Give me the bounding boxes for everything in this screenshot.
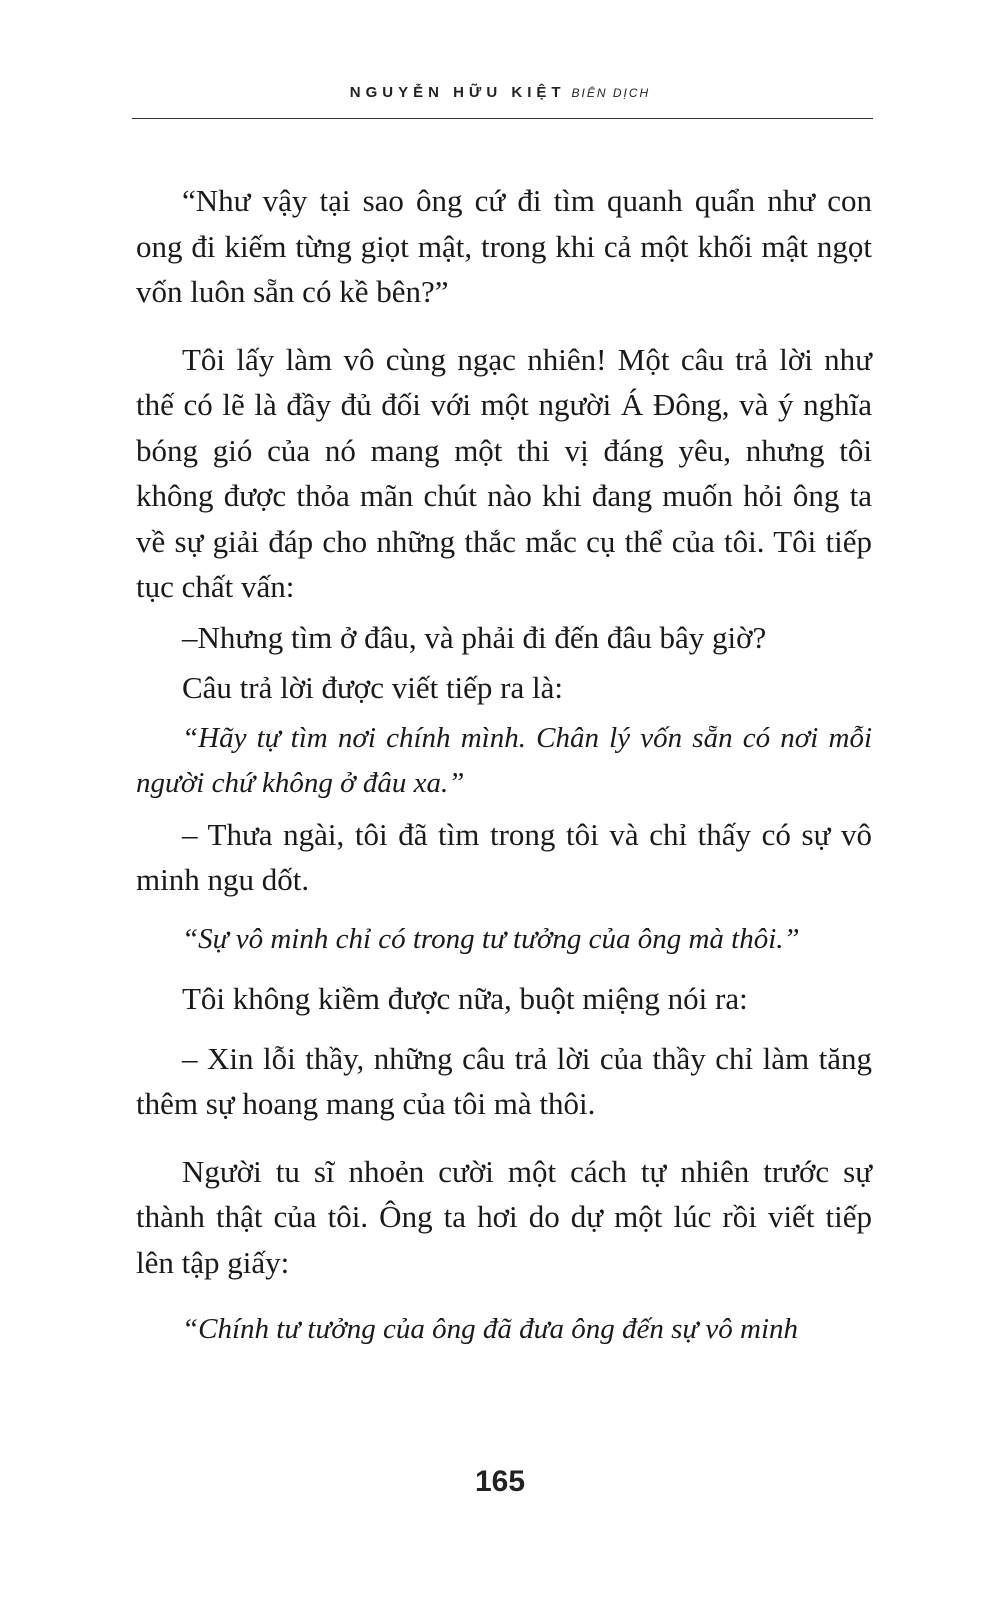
paragraph-3: –Nhưng tìm ở đâu, và phải đi đến đâu bây giờ? bbox=[182, 619, 767, 655]
header-rule bbox=[132, 118, 873, 119]
paragraph-6: – Thưa ngài, tôi đã tìm trong tôi và chỉ thấy có sự vô minh ngu dốt. bbox=[136, 816, 872, 897]
running-header bbox=[0, 84, 1000, 101]
paragraph-11-italic: “Chính tư tưởng của ông đã đưa ông đến sự vô minh bbox=[182, 1313, 799, 1345]
paragraph-7-italic: “Sự vô minh chỉ có trong tư tưởng của ông mà thôi.” bbox=[182, 922, 800, 955]
header-role: BIÊN DỊCH bbox=[571, 86, 651, 100]
paragraph-10: Người tu sĩ nhoẻn cười một cách tự nhiên trước sự thành thật của tôi. Ông ta hơi do dự một lúc rồi viết tiếp lên tập giấy: bbox=[136, 1153, 872, 1280]
paragraph-2: Tôi lấy làm vô cùng ngạc nhiên! Một câu trả lời như thế có lẽ là đầy đủ đối với một người Á Đông, và ý nghĩa bóng gió của nó mang một thi vị đáng yêu, nhưng tôi không được thỏa mãn chút nào khi đang muốn hỏi ông ta về sự giải đáp cho những thắc mắc cụ thể của tôi. Tôi tiếp tục chất vấn: bbox=[136, 341, 872, 604]
paragraph-4: Câu trả lời được viết tiếp ra là: bbox=[182, 670, 563, 705]
header-author: NGUYỄN HỮU KIỆT bbox=[349, 84, 566, 101]
paragraph-1: “Như vậy tại sao ông cứ đi tìm quanh quẩn như con ong đi kiếm từng giọt mật, trong khi cả một khối mật ngọt vốn luôn sẵn có kề bên?” bbox=[136, 183, 872, 309]
paragraph-9: – Xin lỗi thầy, những câu trả lời của thầy chỉ làm tăng thêm sự hoang mang của tôi mà thôi. bbox=[136, 1040, 872, 1121]
paragraph-5-italic: “Hãy tự tìm nơi chính mình. Chân lý vốn sẵn có nơi mỗi người chứ không ở đâu xa.” bbox=[136, 721, 872, 799]
paragraph-8: Tôi không kiềm được nữa, buột miệng nói ra: bbox=[182, 981, 748, 1016]
page-number: 165 bbox=[474, 1465, 526, 1498]
page-body bbox=[136, 178, 872, 1353]
